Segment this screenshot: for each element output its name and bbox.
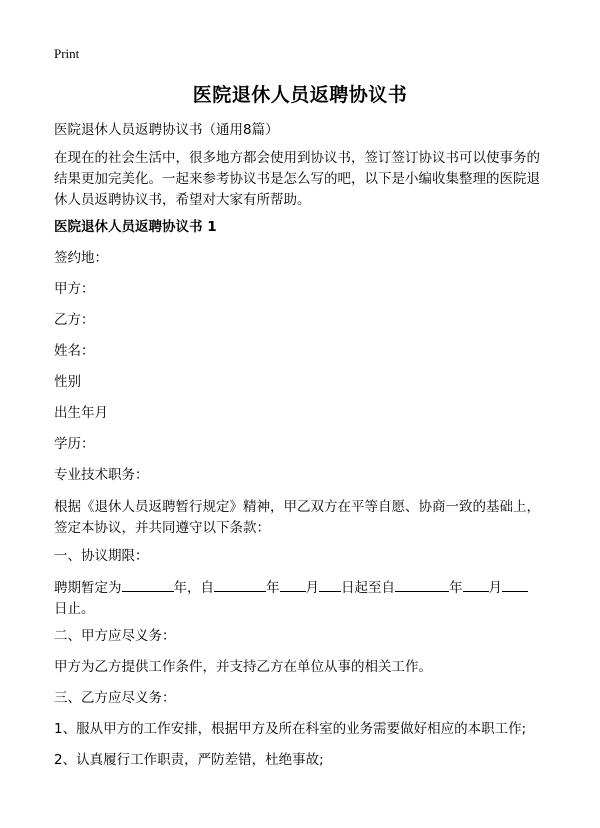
field-birth: 出生年月: [54, 405, 108, 421]
agreement-paragraph: [54, 497, 554, 539]
term-prefix: 聘期暂定为: [54, 580, 122, 596]
clause3-title: 三、乙方应尽义务：: [54, 690, 176, 706]
clause3-item: 2、认真履行工作职责，严防差错，杜绝事故;: [54, 752, 324, 768]
blank-years: [122, 577, 174, 592]
field-professional-title: 专业技术职务：: [54, 467, 149, 483]
blank-start-year: [214, 577, 266, 592]
field-education: 学历：: [54, 436, 95, 452]
term-day-from: 日起至自: [341, 580, 395, 596]
intro-line: 结果更加完美化。一起来参考协议书是怎么写的吧，以下是小编收集整理的医院退: [54, 171, 540, 187]
document-title: 医院退休人员返聘协议书: [192, 84, 408, 106]
clause1-title: 一、协议期限：: [54, 548, 149, 564]
field-place: 签约地：: [54, 250, 108, 266]
agreement-line: 签定本协议，并共同遵守以下条款：: [54, 520, 270, 536]
term-year-label: 年: [266, 580, 280, 596]
intro-paragraph: [54, 148, 554, 211]
field-name: 姓名：: [54, 343, 95, 359]
term-month-label: 月: [305, 580, 319, 596]
term-year-from: 年，自: [173, 580, 214, 596]
term-end-year-label: 年: [449, 580, 463, 596]
clause2-title: 二、甲方应尽义务：: [54, 628, 176, 644]
clause2-text: 甲方为乙方提供工作条件，并支持乙方在单位从事的相关工作。: [54, 659, 432, 675]
blank-start-day: [319, 577, 341, 592]
section-title: 医院退休人员返聘协议书 1: [54, 219, 217, 235]
agreement-line: 根据《退休人员返聘暂行规定》精神，甲乙双方在平等自愿、协商一致的基础上，: [54, 499, 540, 515]
field-gender: 性别: [54, 374, 81, 390]
term-line: [54, 577, 554, 620]
document-subtitle: 医院退休人员返聘协议书（通用8篇）: [54, 122, 279, 138]
blank-start-month: [280, 577, 306, 592]
clause3-item: 1、服从甲方的工作安排，根据甲方及所在科室的业务需要做好相应的本职工作;: [54, 721, 527, 737]
intro-line: 休人员返聘协议书，希望对大家有所帮助。: [54, 192, 311, 208]
blank-end-year: [395, 577, 449, 592]
blank-end-month: [463, 577, 489, 592]
intro-line: 在现在的社会生活中，很多地方都会使用到协议书，签订签订协议书可以使事务的: [54, 150, 540, 166]
term-end-month-label: 月: [488, 580, 502, 596]
term-line-end: 日止。: [54, 601, 95, 617]
field-party-a: 甲方：: [54, 281, 95, 297]
field-party-b: 乙方：: [54, 312, 95, 328]
blank-end-day: [502, 577, 528, 592]
print-link[interactable]: Print: [54, 46, 80, 61]
